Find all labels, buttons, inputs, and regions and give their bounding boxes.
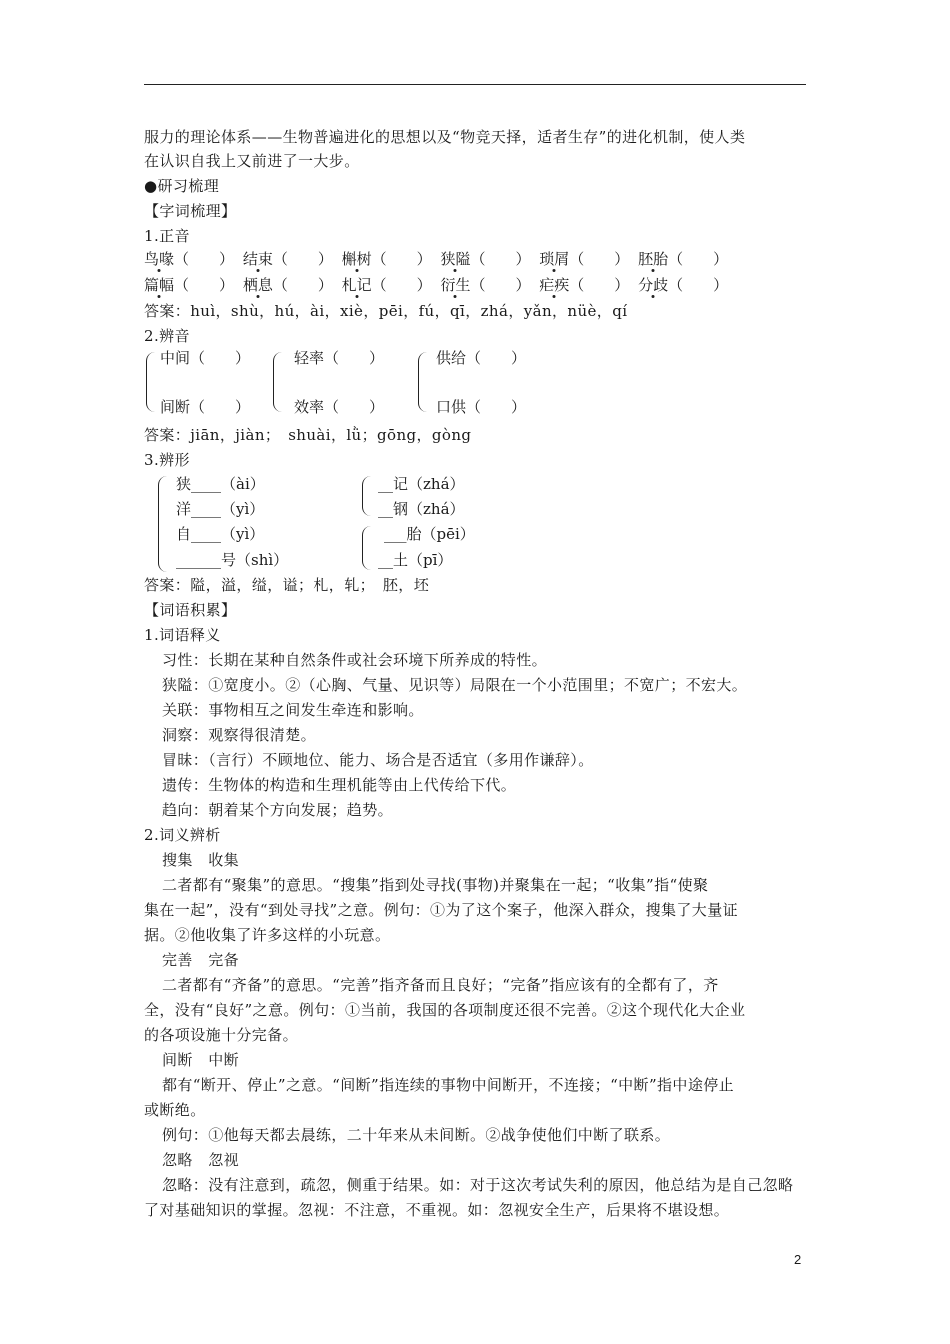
- pair-text: 了对基础知识的掌握。忽视：不注意，不重视。如：忽视安全生产，后果将不堪设想。: [144, 1201, 730, 1219]
- definition-item: 关联：事物相互之间发生牵连和影响。: [162, 701, 424, 719]
- page-number: 2: [794, 1252, 802, 1267]
- header-rule: [144, 84, 806, 85]
- word-item: 衍生（ ）: [440, 276, 531, 294]
- pair-text: 全，没有“良好”之意。例句：①当前，我国的各项制度还很不完善。②这个现代化大企业: [144, 1001, 746, 1019]
- bianyin-g3-1: 供给（ ）: [436, 349, 527, 367]
- brace: [146, 352, 155, 412]
- brace: [418, 352, 427, 412]
- bianyin-g2-1: 轻率（ ）: [294, 349, 385, 367]
- shiyi-heading: 1.词语释义: [144, 626, 221, 644]
- bianyin-answer: 答案：jiān，jiàn； shuài，lǜ；gōng，gòng: [144, 426, 472, 444]
- pair-text: 都有“断开、停止”之意。“间断”指连续的事物中间断开，不连接；“中断”指中途停止: [162, 1076, 735, 1094]
- word-item: 栖息（ ）: [242, 276, 333, 294]
- zhengyin-row-2: [144, 274, 732, 296]
- zhengyin-row-1: [144, 248, 732, 270]
- bianxing-left-2: 洋____（yì）: [176, 500, 265, 518]
- brace: [158, 476, 167, 572]
- pair-text: 二者都有“聚集”的意思。“搜集”指到处寻找(事物)并聚集在一起；“收集”指“使聚: [162, 876, 709, 894]
- pair-title: 忽略 忽视: [162, 1151, 240, 1169]
- bianyin-g1-1: 中间（ ）: [160, 349, 251, 367]
- pair-text: 忽略：没有注意到，疏忽，侧重于结果。如：对于这次考试失利的原因，他总结为是自己忽略: [162, 1176, 794, 1194]
- bianxing-answer: 答案：隘，溢，缢，谥；札，轧； 胚，坯: [144, 576, 430, 594]
- pair-text: 集在一起”，没有“到处寻找”之意。例句：①为了这个案子，他深入群众，搜集了大量证: [144, 901, 739, 919]
- word-item: 结束（ ）: [242, 250, 333, 268]
- word-item: 疟疾（ ）: [539, 276, 630, 294]
- pair-text: 二者都有“齐备”的意思。“完善”指齐备而且良好；“完备”指应该有的全都有了，齐: [162, 976, 719, 994]
- zhengyin-answer: 答案：huì，shù，hú，ài，xiè，pēi，fú，qī，zhá，yǎn，nüè，qí: [144, 302, 628, 320]
- definition-item: 狭隘：①宽度小。②（心胸、气量、见识等）局限在一个小范围里；不宽广；不宏大。: [162, 676, 748, 694]
- word-item: 狭隘（ ）: [440, 250, 531, 268]
- definition-item: 洞察：观察得很清楚。: [162, 726, 317, 744]
- brace: [362, 526, 371, 570]
- bianyin-g3-2: 口供（ ）: [436, 398, 527, 416]
- bianxing-right-2: __钢（zhá）: [378, 500, 465, 518]
- pair-title: 间断 中断: [162, 1051, 240, 1069]
- pair-text: 或断绝。: [144, 1101, 206, 1119]
- definition-item: 趋向：朝着某个方向发展；趋势。: [162, 801, 394, 819]
- intro-line-1: 服力的理论体系——生物普遍进化的思想以及“物竞天择，适者生存”的进化机制，使人类: [144, 128, 746, 146]
- pair-text: 据。②他收集了许多这样的小玩意。: [144, 926, 391, 944]
- definition-item: 冒昧：（言行）不顾地位、能力、场合是否适宜（多用作谦辞）。: [162, 751, 594, 769]
- brace: [273, 352, 282, 412]
- bianxing-right-3: ___胎（pēi）: [384, 525, 475, 543]
- bianyin-g2-2: 效率（ ）: [294, 398, 385, 416]
- pair-text: 的各项设施十分完备。: [144, 1026, 299, 1044]
- bianxing-right-4: __土（pī）: [378, 551, 453, 569]
- zhengyin-heading: 1.正音: [144, 227, 190, 245]
- zici-title: 【字词梳理】: [144, 202, 237, 220]
- bianyin-heading: 2.辨音: [144, 327, 190, 345]
- bianxing-left-3: 自____（yì）: [176, 525, 265, 543]
- pair-title: 完善 完备: [162, 951, 240, 969]
- word-item: 琐屑（ ）: [539, 250, 630, 268]
- word-item: 札记（ ）: [341, 276, 432, 294]
- brace: [362, 476, 371, 516]
- word-item: 鸟喙（ ）: [144, 250, 235, 268]
- word-item: 分歧（ ）: [638, 276, 729, 294]
- bianxing-right-1: __记（zhá）: [378, 475, 465, 493]
- intro-line-2: 在认识自我上又前进了一大步。: [144, 152, 360, 170]
- section-title: ●研习梳理: [144, 177, 220, 195]
- bianyin-g1-2: 间断（ ）: [160, 398, 251, 416]
- bianxi-heading: 2.词义辨析: [144, 826, 221, 844]
- definition-item: 遗传：生物体的构造和生理机能等由上代传给下代。: [162, 776, 517, 794]
- bianxing-left-1: 狭____（ài）: [176, 475, 265, 493]
- definition-item: 习性：长期在某种自然条件或社会环境下所养成的特性。: [162, 651, 548, 669]
- bianxing-heading: 3.辨形: [144, 451, 190, 469]
- pair-title: 搜集 收集: [162, 851, 240, 869]
- word-item: 篇幅（ ）: [144, 276, 235, 294]
- word-item: 胚胎（ ）: [638, 250, 729, 268]
- pair-text: 例句：①他每天都去晨练，二十年来从未间断。②战争使他们中断了联系。: [162, 1126, 671, 1144]
- ciyu-title: 【词语积累】: [144, 601, 237, 619]
- bianxing-left-4: ______号（shì）: [176, 551, 289, 569]
- word-item: 槲树（ ）: [341, 250, 432, 268]
